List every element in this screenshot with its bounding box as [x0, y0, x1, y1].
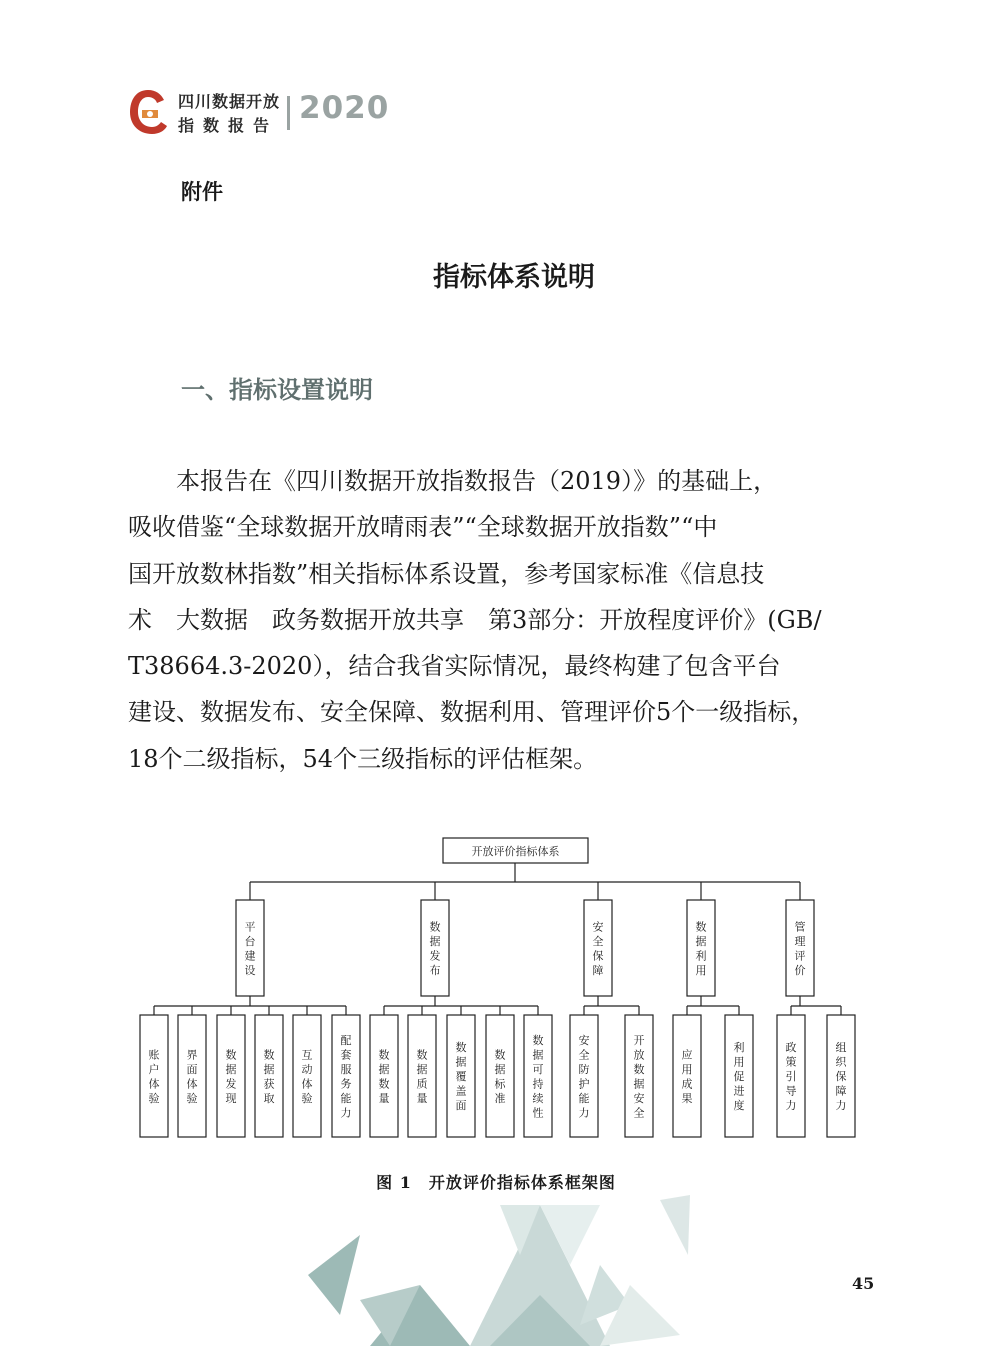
child-node-label: 组织保障力: [835, 1041, 847, 1112]
child-node-label: 数据覆盖面: [455, 1041, 467, 1112]
group-node-box: [236, 900, 264, 996]
index-framework-diagram: [120, 830, 860, 1150]
child-node-label: 利用促进度: [733, 1041, 745, 1112]
child-node-label: 数据质量: [416, 1048, 428, 1105]
child-node-box: [293, 1015, 321, 1137]
child-node-box: [178, 1015, 206, 1137]
logo-text-line1: 四川数据开放: [178, 92, 281, 111]
child-node-label: 数据标准: [494, 1048, 506, 1105]
diagram-canvas: [120, 830, 860, 1150]
section-heading: 一、指标设置说明: [181, 376, 373, 404]
group-node-label: 数据发布: [429, 920, 441, 977]
group-node-label: 安全保障: [592, 920, 604, 977]
child-node-label: 数据数量: [378, 1048, 390, 1105]
logo-divider: [287, 96, 290, 130]
document-title: 指标体系说明: [433, 262, 595, 293]
child-node-label: 数据可持续性: [532, 1033, 544, 1120]
group-node-label: 平台建设: [244, 920, 256, 977]
child-node-box: [255, 1015, 283, 1137]
paragraph-line: 术 大数据 政务数据开放共享 第3部分：开放程度评价》(GB/: [128, 605, 822, 634]
page-number: 45: [852, 1274, 875, 1293]
paragraph-line: T38664.3-2020），结合我省实际情况，最终构建了包含平台: [128, 652, 781, 681]
child-node-label: 数据发现: [225, 1048, 237, 1105]
paragraph-line: 国开放数林指数”相关指标体系设置，参考国家标准《信息技: [128, 559, 765, 588]
logo-year: 2020: [299, 90, 390, 126]
logo-text-line2: 指数报告: [178, 116, 279, 135]
group-node-label: 数据利用: [695, 920, 707, 977]
child-node-box: [140, 1015, 168, 1137]
group-node-box: [421, 900, 449, 996]
paragraph-line: 吸收借鉴“全球数据开放晴雨表”“全球数据开放指数”“中: [128, 513, 718, 542]
child-node-box: [486, 1015, 514, 1137]
report-logo-icon: [128, 88, 168, 138]
group-node-box: [584, 900, 612, 996]
child-node-label: 开放数据安全: [633, 1033, 645, 1120]
group-node-box: [687, 900, 715, 996]
paragraph-line: 本报告在《四川数据开放指数报告（2019）》的基础上，: [128, 467, 778, 495]
child-node-box: [673, 1015, 701, 1137]
attachment-label: 附件: [181, 180, 223, 204]
group-node-box: [786, 900, 814, 996]
child-node-label: 配套服务能力: [340, 1033, 352, 1120]
child-node-label: 界面体验: [186, 1048, 198, 1105]
body-paragraph: [128, 458, 858, 782]
root-node-label: 开放评价指标体系: [471, 845, 560, 858]
paragraph-line: 建设、数据发布、安全保障、数据利用、管理评价5个一级指标，: [128, 698, 816, 727]
child-node-box: [370, 1015, 398, 1137]
group-node-label: 管理评价: [794, 920, 806, 977]
child-node-label: 安全防护能力: [578, 1033, 590, 1120]
child-node-label: 互动体验: [301, 1048, 313, 1105]
child-node-label: 账户体验: [148, 1048, 160, 1105]
figure-caption: 图 1 开放评价指标体系框架图: [376, 1173, 616, 1192]
child-node-box: [217, 1015, 245, 1137]
paragraph-line: 18个二级指标，54个三级指标的评估框架。: [128, 744, 598, 773]
child-node-label: 政策引导力: [785, 1041, 797, 1112]
decorative-triangles: [300, 1195, 700, 1346]
child-node-label: 数据获取: [263, 1048, 275, 1105]
child-node-label: 应用成果: [681, 1048, 693, 1105]
child-node-box: [408, 1015, 436, 1137]
